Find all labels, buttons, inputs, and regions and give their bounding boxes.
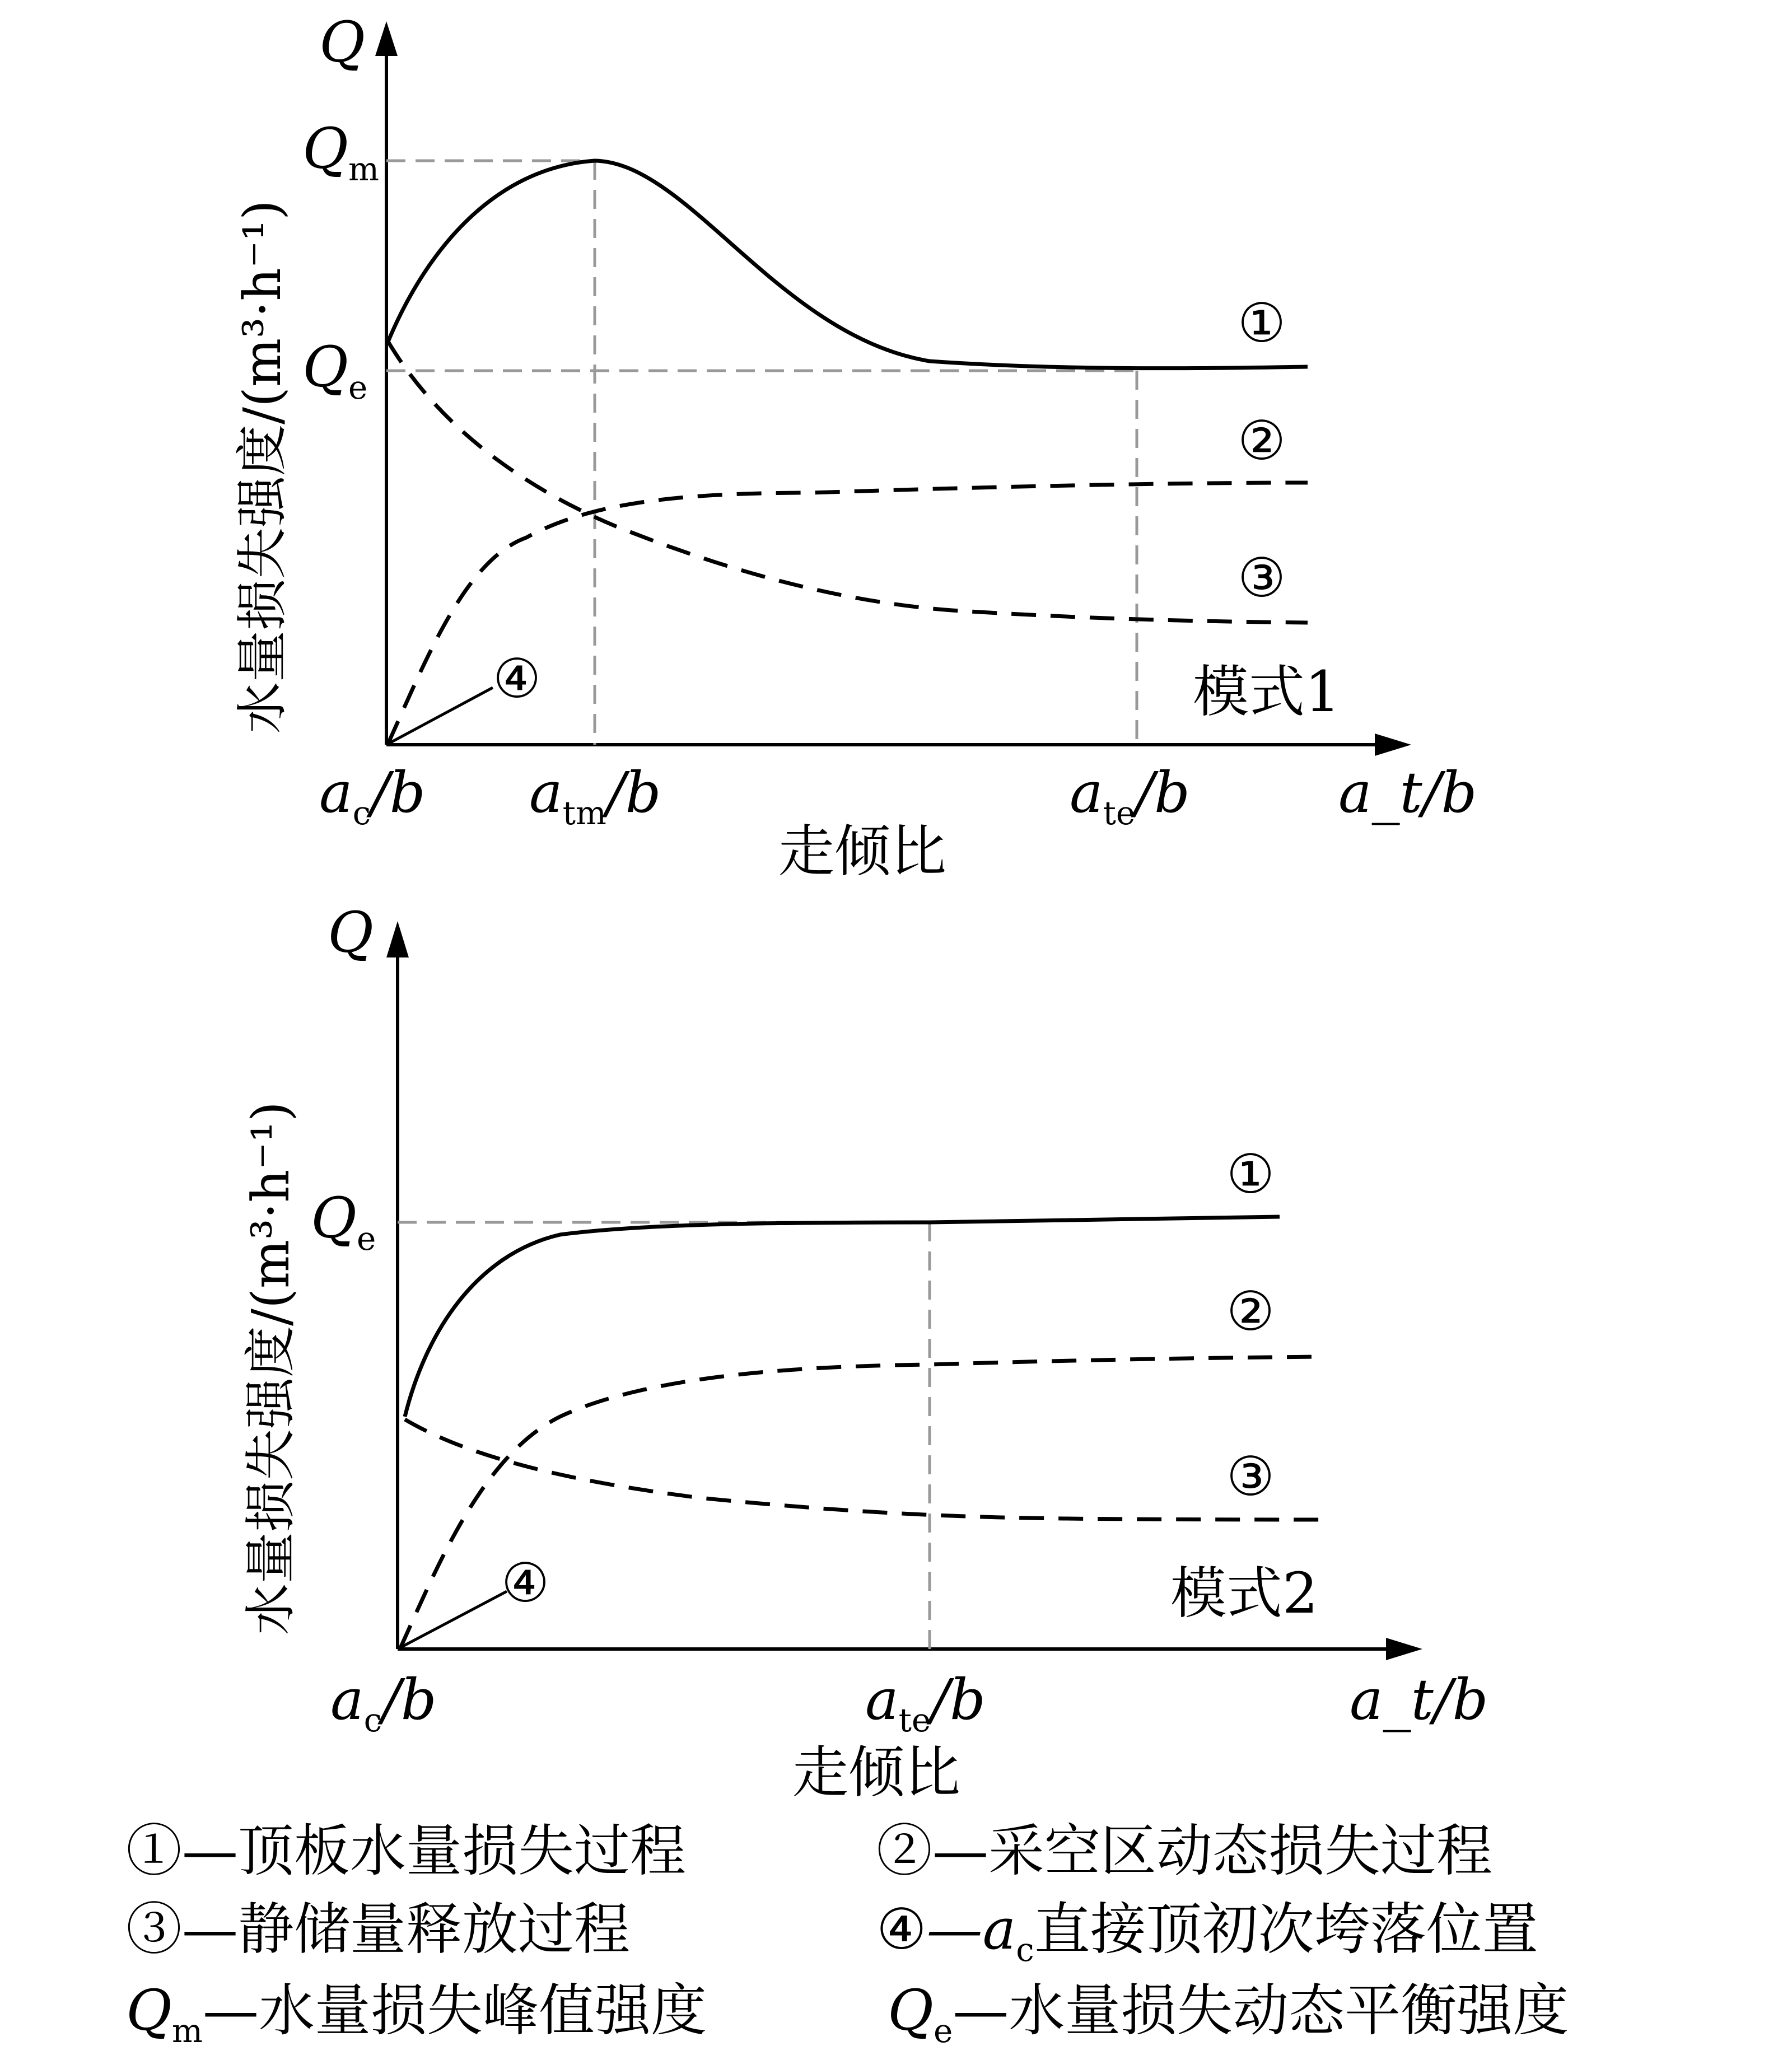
x-axis-end-2: a_t/b — [1350, 1667, 1488, 1732]
x-tick-atm: $a_{tm}/b$ — [529, 760, 661, 832]
x-tick-ac-1: $a_c/b$ — [319, 760, 426, 832]
legend — [126, 1818, 1569, 2050]
x-axis-end-1: a_t/b — [1338, 760, 1477, 825]
y-axis-arrow-1 — [375, 21, 398, 56]
y-axis-symbol-2: Q — [328, 900, 374, 965]
panel-mode-2 — [241, 900, 1488, 1805]
curve-3-mode2 — [405, 1419, 1319, 1520]
legend-item-3: ③—静储量释放过程 — [126, 1896, 630, 1962]
x-tick-ate-2: $a_{te}/b$ — [865, 1667, 986, 1739]
pointer-4-mode2 — [398, 1591, 507, 1649]
marker-3-mode2: ③ — [1226, 1445, 1275, 1508]
marker-2-mode2: ② — [1226, 1280, 1275, 1343]
legend-item-2: ②—采空区动态损失过程 — [876, 1818, 1492, 1884]
x-axis-arrow-1 — [1375, 734, 1411, 756]
curve-1-mode1 — [388, 161, 1308, 368]
pointer-4-mode1 — [386, 688, 493, 745]
legend-item-qe: $Q_e—$水量损失动态平衡强度 — [888, 1978, 1569, 2050]
x-axis-arrow-2 — [1386, 1638, 1422, 1660]
marker-4-mode1: ④ — [493, 647, 542, 710]
y-axis-label-1: 水量损失强度/(m³·h⁻¹) — [232, 200, 292, 734]
y-tick-qe-2: $Q_e$ — [311, 1185, 376, 1258]
x-axis-label-2: 走倾比 — [792, 1740, 960, 1805]
y-tick-qe-1: $Q_e$ — [302, 334, 368, 407]
marker-3-mode1: ③ — [1238, 546, 1286, 609]
marker-1-mode2: ① — [1226, 1143, 1275, 1206]
marker-2-mode1: ② — [1238, 409, 1286, 472]
mode-label-2: 模式2 — [1170, 1561, 1318, 1626]
legend-item-1: ①—顶板水量损失过程 — [126, 1818, 686, 1884]
curve-1-mode2 — [405, 1217, 1280, 1417]
y-axis-symbol-1: Q — [319, 10, 365, 75]
x-tick-ate-1: $a_{te}/b$ — [1070, 760, 1190, 832]
mode-label-1: 模式1 — [1193, 659, 1341, 725]
panel-mode-1 — [232, 10, 1477, 884]
y-axis-label-2: 水量损失强度/(m³·h⁻¹) — [241, 1101, 301, 1635]
legend-item-qm: $Q_m—$水量损失峰值强度 — [126, 1978, 707, 2050]
legend-item-4: $④—a_c$直接顶初次垮落位置 — [876, 1896, 1538, 1969]
x-axis-label-1: 走倾比 — [778, 819, 946, 884]
marker-4-mode2: ④ — [501, 1552, 550, 1614]
reference-lines-2 — [398, 1222, 930, 1649]
x-tick-ac-2: $a_c/b$ — [330, 1667, 437, 1739]
y-axis-arrow-2 — [386, 921, 409, 957]
y-tick-qm: $Q_m$ — [302, 116, 379, 188]
marker-1-mode1: ① — [1238, 292, 1286, 354]
